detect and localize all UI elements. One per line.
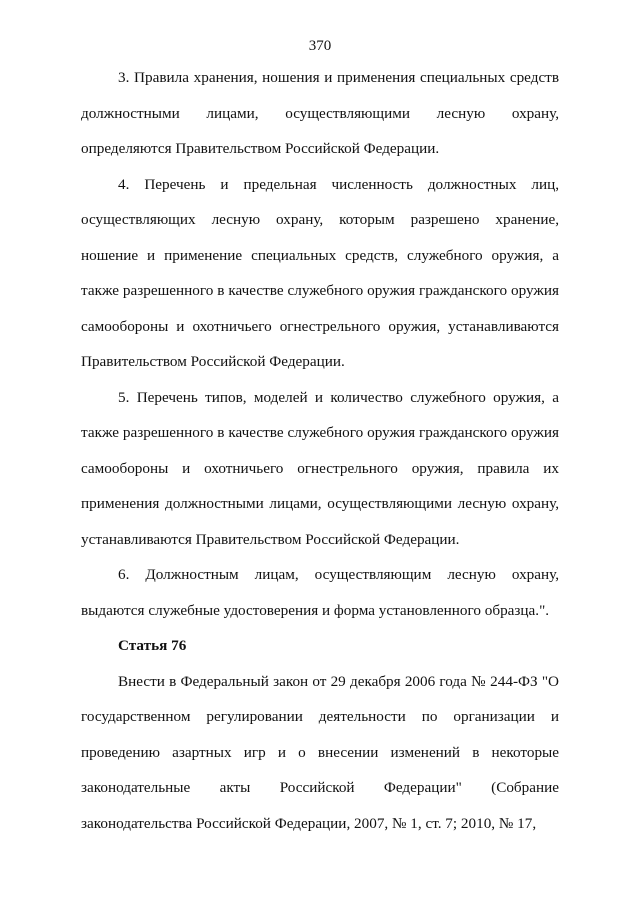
paragraph-4: 4. Перечень и предельная численность должностных лиц, осуществляющих лесную охрану, которым разрешено хранение, ношение и применение специальных средств, служебного оружия, а также разрешенного в качестве служебного оружия гражданского оружия самообороны и охотничьего огнестрельного оружия, устанавливаются Правительством Российской Федерации. (81, 175, 559, 370)
page-number: 370 (308, 38, 332, 54)
article-paragraph: Внести в Федеральный закон от 29 декабря 2006 года № 244-ФЗ "О государственном регулировании деятельности по организации и проведению азартных игр и о внесении изменений в некоторые законодательные акты Российской Федерации" (Собрание законодательства Российской Федерации, 2007, № 1, ст. 7; 2010, № 17, (81, 672, 559, 832)
article-heading: Статья 76 (118, 637, 187, 654)
document-body (81, 60, 559, 841)
paragraph-3: 3. Правила хранения, ношения и применения специальных средств должностными лицами, осуществляющими лесную охрану, определяются Правительством Российской Федерации. (81, 69, 559, 157)
paragraph-6: 6. Должностным лицам, осуществляющим лесную охрану, выдаются служебные удостоверения и форма установленного образца.". (81, 566, 559, 619)
paragraph-5: 5. Перечень типов, моделей и количество служебного оружия, а также разрешенного в качестве служебного оружия гражданского оружия самообороны и охотничьего огнестрельного оружия, правила их применения должностными лицами, осуществляющими лесную охрану, устанавливаются Правительством Российской Федерации. (81, 388, 559, 548)
